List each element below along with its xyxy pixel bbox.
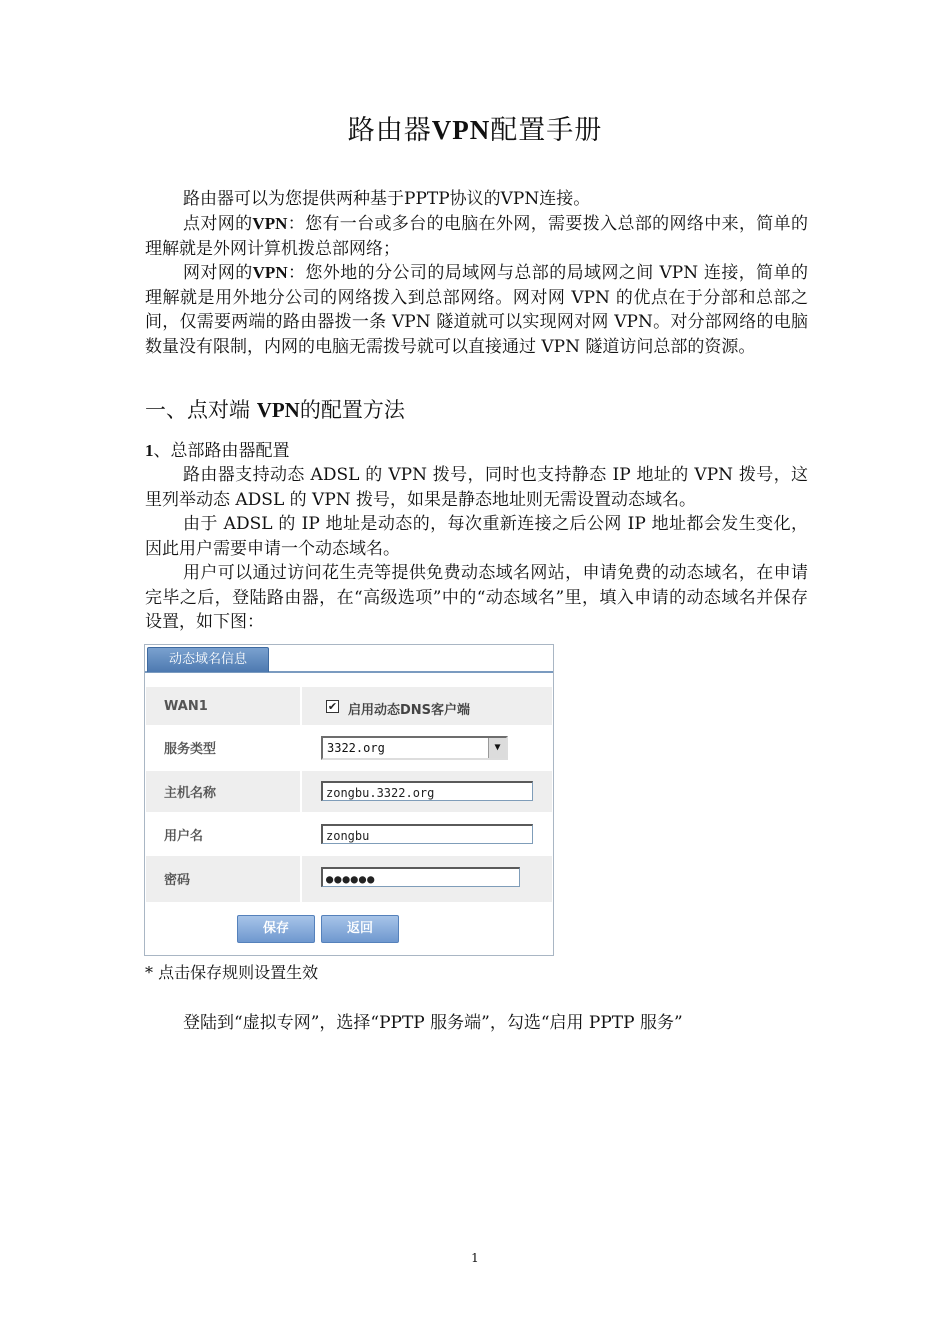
section-bold: VPN [256,398,300,422]
title-bold: VPN [431,115,491,145]
wan-label: WAN1 [164,699,208,714]
p2p-text: 点对网的 [183,214,253,234]
hostname-input[interactable]: zongbu.3322.org [321,781,533,801]
p2p-text-end: ：您有一台或多台的电脑在外网，需要拨入总部的网络中来，简单的理解就是外网计算机拨总部网络； [145,214,809,259]
row-divider [300,687,302,725]
page-number: 1 [471,1251,479,1265]
body-paragraph-3: 用户可以通过访问花生壳等提供免费动态域名网站，申请免费的动态域名，在申请完毕之后，登陆路由器，在“高级选项”中的“动态域名”里，填入申请的动态域名并保存设置，如下图： [145,563,808,633]
document-title [0,112,950,149]
n2n-paragraph [145,261,808,359]
sub-heading [145,439,290,463]
panel-header [145,645,553,673]
row-divider [300,771,302,812]
enable-ddns-checkbox[interactable]: ✔ [327,700,338,713]
sub-heading-text: 、总部路由器配置 [153,441,290,461]
section-heading [145,395,405,425]
username-label: 用户名 [164,829,204,844]
row-service-type [146,725,552,771]
password-input[interactable]: ●●●●●● [321,867,520,887]
sub-heading-number: 1 [145,441,154,460]
ddns-settings-panel [144,644,554,956]
service-type-select[interactable] [321,736,508,760]
hostname-label: 主机名称 [164,786,217,801]
p2p-paragraph [145,212,808,261]
title-text: 路由器 [347,115,432,146]
service-type-label: 服务类型 [164,742,217,757]
service-type-value: 3322.org [327,741,385,755]
chevron-down-icon[interactable]: ▼ [488,738,506,758]
row-wan [146,687,552,725]
intro-paragraph: 路由器可以为您提供两种基于PPTP协议的VPN连接。 [183,189,591,209]
p2p-bold: VPN [252,214,288,233]
back-button[interactable]: 返回 [321,915,399,943]
username-input[interactable]: zongbu [321,824,533,844]
panel-caption: * 点击保存规则设置生效 [145,963,319,982]
body-paragraph-1: 路由器支持动态 ADSL 的 VPN 拨号，同时也支持静态 IP 地址的 VPN 拨号，这里列举动态 ADSL 的 VPN 拨号，如果是静态地址则无需设置动态域名。 [145,465,808,510]
n2n-bold: VPN [252,263,288,282]
body-paragraph-2: 由于 ADSL 的 IP 地址是动态的，每次重新连接之后公网 IP 地址都会发生变化，因此用户需要申请一个动态域名。 [145,514,808,559]
pptp-instruction: 登陆到“虚拟专网”，选择“PPTP 服务端”，勾选“启用 PPTP 服务” [183,1013,683,1033]
title-text-end: 配置手册 [490,115,603,146]
n2n-text-end: ：您外地的分公司的局域网与总部的局域网之间 VPN 连接，简单的理解就是用外地分公司的网络拨入到总部网络。网对网 VPN 的优点在于分部和总部之间，仅需要两端的路由器拨一条 VPN 隧道就可以实现网对网 VPN。对分部网络的电脑数量没有限制，内网的电脑无需拨号就可以直接通过 VPN 隧道访问总部的资源。 [145,263,808,357]
n2n-text: 网对网的 [183,263,253,283]
row-username [146,812,552,856]
row-divider [300,856,302,902]
save-button[interactable]: 保存 [237,915,315,943]
section-text-end: 的配置方法 [299,398,405,422]
password-label: 密码 [164,873,191,888]
row-hostname [146,771,552,812]
tab-ddns-info[interactable]: 动态域名信息 [147,647,269,672]
enable-ddns-label: 启用动态DNS客户端 [348,703,471,718]
section-text: 一、点对端 [145,398,257,422]
row-password [146,856,552,902]
